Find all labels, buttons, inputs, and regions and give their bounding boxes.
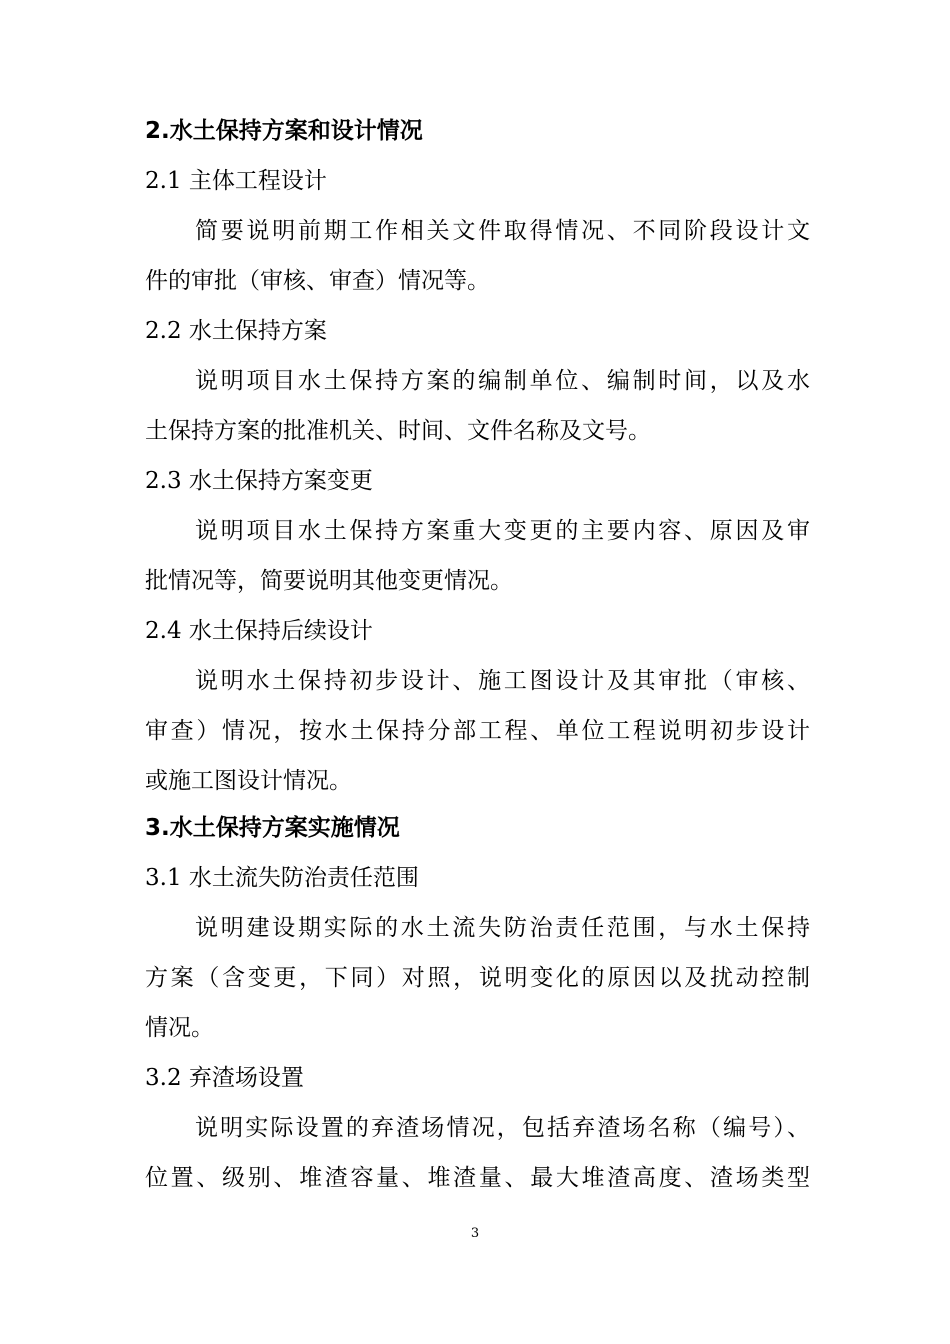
paragraph-line: 审查）情况，按水土保持分部工程、单位工程说明初步设计 [145,718,810,744]
section-2-1-heading: 2.1 主体工程设计 [145,168,327,194]
section-3-heading: 3.水土保持方案实施情况 [145,815,400,841]
paragraph-line: 说明实际设置的弃渣场情况，包括弃渣场名称（编号）、 [195,1115,810,1141]
section-3-1-heading: 3.1 水土流失防治责任范围 [145,865,419,891]
paragraph-line: 件的审批（审核、审查）情况等。 [145,268,490,294]
paragraph-line: 方案（含变更，下同）对照，说明变化的原因以及扰动控制 [145,965,810,991]
section-2-heading: 2.水土保持方案和设计情况 [145,118,423,144]
page-number: 3 [470,1226,480,1241]
paragraph-line: 说明水土保持初步设计、施工图设计及其审批（审核、 [195,668,810,694]
paragraph-line: 说明建设期实际的水土流失防治责任范围，与水土保持 [195,915,810,941]
paragraph-line: 批情况等，简要说明其他变更情况。 [145,568,513,594]
section-3-2-heading: 3.2 弃渣场设置 [145,1065,304,1091]
section-2-2-heading: 2.2 水土保持方案 [145,318,327,344]
paragraph-line: 说明项目水土保持方案的编制单位、编制时间，以及水 [195,368,810,394]
paragraph-line: 说明项目水土保持方案重大变更的主要内容、原因及审 [195,518,810,544]
paragraph-line: 简要说明前期工作相关文件取得情况、不同阶段设计文 [195,218,810,244]
paragraph-line: 位置、级别、堆渣容量、堆渣量、最大堆渣高度、渣场类型 [145,1165,810,1191]
paragraph-line: 情况。 [145,1015,214,1041]
paragraph-line: 或施工图设计情况。 [145,768,352,794]
paragraph-line: 土保持方案的批准机关、时间、文件名称及文号。 [145,418,651,444]
section-2-4-heading: 2.4 水土保持后续设计 [145,618,373,644]
section-2-3-heading: 2.3 水土保持方案变更 [145,468,373,494]
